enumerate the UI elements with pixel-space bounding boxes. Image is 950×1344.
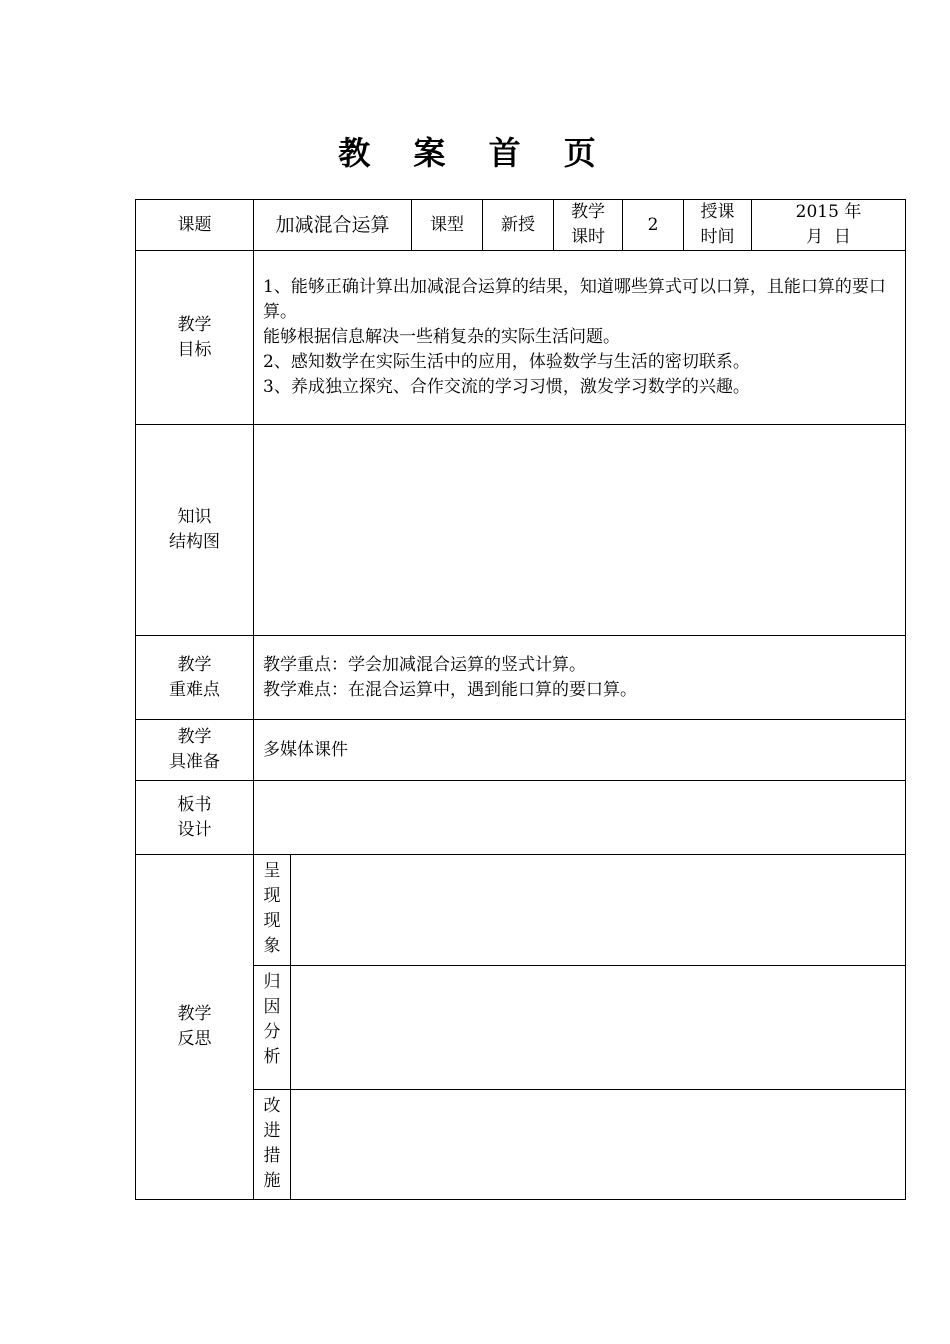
objectives-label-line-1: 教学 bbox=[177, 314, 212, 335]
topic-value: 加减混合运算 bbox=[254, 200, 412, 251]
hours-value: 2 bbox=[623, 200, 684, 251]
analysis-char: 因 bbox=[263, 997, 281, 1017]
objectives-row bbox=[136, 251, 906, 425]
reflection-row-phenomena bbox=[136, 855, 906, 966]
header-row bbox=[136, 200, 906, 251]
preparation-label bbox=[136, 720, 254, 781]
reflection-label-line-2: 反思 bbox=[177, 1029, 212, 1049]
hours-label bbox=[554, 200, 623, 251]
board-design-label bbox=[136, 781, 254, 855]
hours-label-line-1: 教学 bbox=[571, 202, 606, 222]
type-label: 课型 bbox=[412, 200, 483, 251]
objective-line: 能够根据信息解决一些稍复杂的实际生活问题。 bbox=[263, 327, 620, 347]
time-value bbox=[752, 200, 906, 251]
key-points-row bbox=[136, 636, 906, 720]
board-design-content bbox=[254, 781, 906, 855]
improvement-char: 改 bbox=[263, 1096, 281, 1116]
knowledge-map-label-line-2: 结构图 bbox=[169, 532, 220, 552]
board-design-label-line-1: 板书 bbox=[177, 794, 212, 815]
time-value-date: 月 日 bbox=[806, 227, 851, 247]
key-points-label-line-2: 重难点 bbox=[169, 679, 220, 700]
topic-label: 课题 bbox=[136, 200, 254, 251]
preparation-row bbox=[136, 720, 906, 781]
analysis-label bbox=[254, 966, 291, 1090]
preparation-content: 多媒体课件 bbox=[254, 720, 906, 781]
phenomena-char: 象 bbox=[263, 936, 281, 956]
reflection-label-line-1: 教学 bbox=[177, 1004, 212, 1024]
time-label-line-2: 时间 bbox=[700, 227, 735, 247]
reflection-label bbox=[136, 855, 254, 1200]
analysis-content bbox=[291, 966, 906, 1090]
key-point-line: 教学重点：学会加减混合运算的竖式计算。 bbox=[263, 654, 586, 675]
improvement-label bbox=[254, 1090, 291, 1200]
improvement-char: 施 bbox=[263, 1171, 281, 1191]
phenomena-char: 现 bbox=[263, 886, 281, 906]
key-points-label-line-1: 教学 bbox=[177, 654, 212, 675]
knowledge-map-label bbox=[136, 425, 254, 636]
board-design-label-line-2: 设计 bbox=[177, 819, 212, 840]
objective-line: 3、养成独立探究、合作交流的学习习惯，激发学习数学的兴趣。 bbox=[263, 377, 750, 397]
objectives-label bbox=[136, 251, 254, 425]
objective-line: 1、能够正确计算出加减混合运算的结果，知道哪些算式可以口算，且能口算的要口算。 bbox=[263, 277, 886, 322]
key-points-content bbox=[254, 636, 906, 720]
objectives-label-line-2: 目标 bbox=[177, 339, 212, 360]
time-label-line-1: 授课 bbox=[700, 202, 735, 222]
board-design-row bbox=[136, 781, 906, 855]
phenomena-char: 现 bbox=[263, 911, 281, 931]
key-points-label bbox=[136, 636, 254, 720]
phenomena-char: 呈 bbox=[263, 861, 281, 881]
improvement-char: 进 bbox=[263, 1121, 281, 1141]
preparation-label-line-1: 教学 bbox=[177, 727, 212, 747]
hours-label-line-2: 课时 bbox=[571, 227, 606, 247]
time-value-year: 2015 年 bbox=[795, 202, 862, 222]
preparation-label-line-2: 具准备 bbox=[169, 752, 220, 772]
page-title: 教 案 首 页 bbox=[338, 134, 612, 172]
phenomena-content bbox=[291, 855, 906, 966]
key-point-line: 教学难点：在混合运算中，遇到能口算的要口算。 bbox=[263, 679, 637, 700]
objective-line: 2、感知数学在实际生活中的应用，体验数学与生活的密切联系。 bbox=[263, 352, 750, 372]
knowledge-map-content bbox=[254, 425, 906, 636]
knowledge-map-row bbox=[136, 425, 906, 636]
analysis-char: 析 bbox=[263, 1047, 281, 1067]
lesson-plan-table bbox=[135, 199, 906, 1200]
improvement-content bbox=[291, 1090, 906, 1200]
objectives-content bbox=[254, 251, 906, 425]
time-label bbox=[684, 200, 752, 251]
analysis-char: 归 bbox=[263, 972, 281, 992]
type-value: 新授 bbox=[483, 200, 554, 251]
improvement-char: 措 bbox=[263, 1146, 281, 1166]
analysis-char: 分 bbox=[263, 1022, 281, 1042]
phenomena-label bbox=[254, 855, 291, 966]
knowledge-map-label-line-1: 知识 bbox=[177, 507, 212, 527]
